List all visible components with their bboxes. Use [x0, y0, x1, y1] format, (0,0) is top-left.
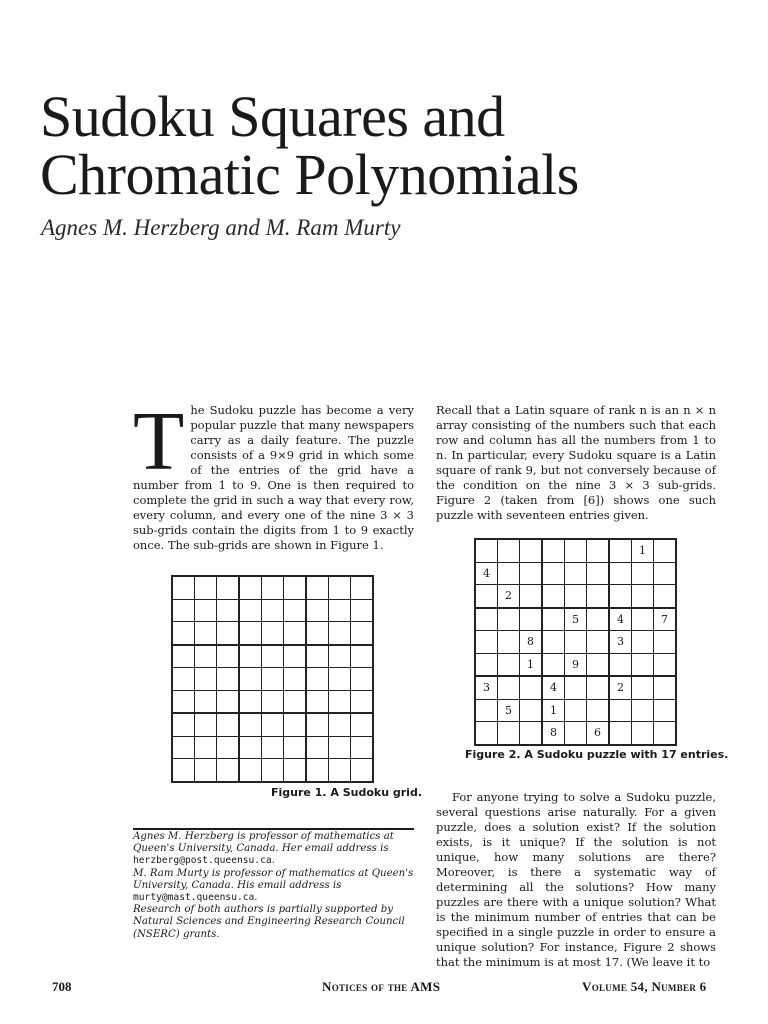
grid-cell — [306, 668, 329, 691]
puzzle-cell — [498, 653, 520, 676]
grid-cell — [172, 690, 195, 713]
puzzle-row — [475, 653, 676, 676]
grid-cell — [306, 622, 329, 645]
grid-cell — [284, 713, 307, 736]
figure1-caption: Figure 1. A Sudoku grid. — [271, 786, 422, 799]
grid-row — [172, 736, 373, 759]
puzzle-cell — [609, 699, 632, 722]
puzzle-row — [475, 631, 676, 654]
grid-cell — [284, 668, 307, 691]
grid-cell — [195, 690, 217, 713]
right-bottom-paragraph: For anyone trying to solve a Sudoku puzzle, several questions arise naturally. For a given puzzle, does a solution exist? If the solution exists, is it unique? If the solution is not unique, how many solutions are there? Moreover, is there a systematic way of determining all the solutions? How many puzzles are there with a unique solution? What is the minimum number of entries that can be specified in a single puzzle in order to ensure a unique solution? For instance, Figure 2 shows that the minimum is at most 17. (We leave it to — [436, 790, 716, 969]
puzzle-cell — [565, 562, 587, 585]
grid-cell — [284, 645, 307, 668]
grid-cell — [239, 713, 262, 736]
title-line-1: Sudoku Squares and — [40, 84, 505, 149]
grid-cell — [172, 668, 195, 691]
grid-cell — [172, 713, 195, 736]
puzzle-row — [475, 585, 676, 608]
puzzle-cell — [654, 676, 677, 699]
puzzle-cell — [565, 722, 587, 745]
grid-cell — [351, 622, 374, 645]
puzzle-cell — [475, 631, 498, 654]
grid-cell — [284, 576, 307, 599]
right-column-top-text — [436, 403, 716, 523]
grid-cell — [239, 736, 262, 759]
grid-cell — [351, 599, 374, 622]
title-line-2: Chromatic Polynomials — [40, 142, 579, 207]
footnote-rule — [133, 828, 414, 830]
grid-cell — [217, 736, 240, 759]
grid-cell — [351, 713, 374, 736]
puzzle-cell — [520, 608, 543, 631]
grid-cell — [217, 645, 240, 668]
puzzle-cell — [565, 699, 587, 722]
grid-cell — [239, 690, 262, 713]
grid-cell — [262, 713, 284, 736]
grid-cell — [217, 713, 240, 736]
grid-cell — [172, 736, 195, 759]
puzzle-cell — [654, 562, 677, 585]
puzzle-cell: 1 — [542, 699, 565, 722]
puzzle-cell — [498, 722, 520, 745]
grid-cell — [306, 599, 329, 622]
grid-cell — [172, 576, 195, 599]
grid-cell — [172, 645, 195, 668]
grid-cell — [217, 576, 240, 599]
puzzle-cell: 4 — [609, 608, 632, 631]
puzzle-cell — [520, 722, 543, 745]
puzzle-cell — [542, 631, 565, 654]
grid-cell — [351, 690, 374, 713]
puzzle-cell — [587, 699, 610, 722]
puzzle-cell — [587, 585, 610, 608]
puzzle-cell — [475, 608, 498, 631]
grid-row — [172, 645, 373, 668]
footnote-murty-text: M. Ram Murty is professor of mathematics at Queen's University, Canada. His email address is — [133, 867, 414, 891]
grid-cell — [172, 622, 195, 645]
puzzle-row — [475, 722, 676, 745]
grid-cell — [262, 668, 284, 691]
grid-cell — [329, 599, 351, 622]
puzzle-cell — [609, 562, 632, 585]
puzzle-cell — [654, 653, 677, 676]
puzzle-cell — [498, 608, 520, 631]
puzzle-cell — [587, 608, 610, 631]
puzzle-cell — [654, 585, 677, 608]
puzzle-cell — [587, 653, 610, 676]
puzzle-cell: 8 — [520, 631, 543, 654]
puzzle-cell: 3 — [475, 676, 498, 699]
puzzle-cell: 2 — [498, 585, 520, 608]
puzzle-cell — [520, 539, 543, 562]
page-number: 708 — [52, 979, 72, 994]
puzzle-cell: 4 — [542, 676, 565, 699]
grid-cell — [239, 576, 262, 599]
right-top-paragraph: Recall that a Latin square of rank n is an n × n array consisting of the numbers such that each row and column has all the numbers from 1 to n. In particular, every Sudoku square is a Latin square of rank 9, but not conversely because of the condition on the nine 3 × 3 sub-grids. Figure 2 (taken from [6]) shows one such puzzle with seventeen entries given. — [436, 403, 716, 522]
puzzle-cell — [542, 539, 565, 562]
grid-cell — [195, 645, 217, 668]
puzzle-cell — [565, 631, 587, 654]
puzzle-cell — [654, 722, 677, 745]
puzzle-cell: 9 — [565, 653, 587, 676]
grid-cell — [195, 736, 217, 759]
grid-cell — [195, 759, 217, 782]
puzzle-cell — [475, 699, 498, 722]
footnote-murty: M. Ram Murty is professor of mathematics at Queen's University, Canada. His email address is murty@mast.queensu.ca. — [133, 867, 414, 904]
grid-cell — [262, 599, 284, 622]
article-title — [40, 84, 579, 207]
puzzle-cell: 2 — [609, 676, 632, 699]
puzzle-cell — [609, 722, 632, 745]
puzzle-cell — [475, 722, 498, 745]
puzzle-cell — [475, 539, 498, 562]
puzzle-cell: 5 — [498, 699, 520, 722]
puzzle-cell — [654, 631, 677, 654]
grid-cell — [262, 645, 284, 668]
grid-cell — [306, 576, 329, 599]
puzzle-cell: 1 — [520, 653, 543, 676]
puzzle-cell — [632, 562, 654, 585]
grid-cell — [239, 622, 262, 645]
puzzle-cell — [565, 676, 587, 699]
puzzle-cell — [542, 562, 565, 585]
footnote-support: Research of both authors is partially supported by Natural Sciences and Engineering Research Council (NSERC) grants. — [133, 904, 405, 940]
puzzle-cell — [632, 676, 654, 699]
authors: Agnes M. Herzberg and M. Ram Murty — [41, 215, 401, 240]
puzzle-cell — [654, 539, 677, 562]
grid-cell — [217, 690, 240, 713]
grid-row — [172, 690, 373, 713]
grid-cell — [284, 622, 307, 645]
grid-row — [172, 668, 373, 691]
grid-cell — [195, 576, 217, 599]
grid-cell — [239, 645, 262, 668]
puzzle-cell — [654, 699, 677, 722]
puzzle-row — [475, 676, 676, 699]
grid-cell — [239, 759, 262, 782]
volume-number: Volume 54, Number 6 — [582, 979, 707, 994]
grid-cell — [306, 713, 329, 736]
grid-cell — [217, 759, 240, 782]
herzberg-email[interactable]: herzberg@post.queensu.ca — [133, 855, 272, 867]
grid-cell — [329, 622, 351, 645]
drop-cap: T — [133, 395, 185, 488]
puzzle-cell — [587, 539, 610, 562]
grid-cell — [262, 576, 284, 599]
grid-cell — [329, 668, 351, 691]
grid-cell — [195, 622, 217, 645]
footnote-herzberg-text: Agnes M. Herzberg is professor of mathematics at Queen's University, Canada. Her email address is — [133, 831, 394, 855]
puzzle-cell — [498, 539, 520, 562]
grid-row — [172, 576, 373, 599]
grid-cell — [329, 576, 351, 599]
grid-cell — [351, 759, 374, 782]
puzzle-cell — [520, 585, 543, 608]
grid-cell — [217, 622, 240, 645]
puzzle-cell — [498, 631, 520, 654]
grid-cell — [262, 622, 284, 645]
puzzle-cell — [632, 608, 654, 631]
puzzle-cell — [520, 676, 543, 699]
grid-cell — [329, 713, 351, 736]
puzzle-row — [475, 699, 676, 722]
grid-cell — [195, 713, 217, 736]
puzzle-cell: 3 — [609, 631, 632, 654]
puzzle-cell — [632, 631, 654, 654]
grid-row — [172, 713, 373, 736]
grid-cell — [217, 668, 240, 691]
puzzle-cell — [565, 539, 587, 562]
grid-cell — [239, 668, 262, 691]
puzzle-cell — [475, 585, 498, 608]
grid-cell — [262, 759, 284, 782]
puzzle-cell — [632, 722, 654, 745]
puzzle-cell: 4 — [475, 562, 498, 585]
footnote-herzberg: Agnes M. Herzberg is professor of mathematics at Queen's University, Canada. Her email address is herzberg@post.queensu.ca. — [133, 831, 394, 867]
left-paragraph: he Sudoku puzzle has become a very popular puzzle that many newspapers carry as a daily feature. The puzzle consists of a 9×9 grid in which some of the entries of the grid have a number from 1 to 9. One is then required to complete the grid in such a way that every row, every column, and every one of the nine 3 × 3 sub-grids contain the digits from 1 to 9 exactly once. The sub-grids are shown in Figure 1. — [133, 403, 414, 552]
grid-cell — [284, 599, 307, 622]
puzzle-cell: 6 — [587, 722, 610, 745]
grid-cell — [262, 690, 284, 713]
grid-cell — [195, 668, 217, 691]
puzzle-cell — [542, 653, 565, 676]
grid-cell — [351, 736, 374, 759]
puzzle-cell: 7 — [654, 608, 677, 631]
grid-cell — [351, 668, 374, 691]
puzzle-row — [475, 539, 676, 562]
puzzle-cell: 5 — [565, 608, 587, 631]
left-column-text — [133, 395, 414, 553]
grid-cell — [262, 736, 284, 759]
grid-cell — [329, 645, 351, 668]
grid-cell — [351, 576, 374, 599]
puzzle-cell — [565, 585, 587, 608]
grid-cell — [306, 645, 329, 668]
grid-cell — [284, 690, 307, 713]
grid-cell — [239, 599, 262, 622]
grid-cell — [329, 759, 351, 782]
puzzle-cell — [475, 653, 498, 676]
grid-cell — [172, 759, 195, 782]
grid-cell — [306, 759, 329, 782]
puzzle-cell — [632, 699, 654, 722]
puzzle-cell: 8 — [542, 722, 565, 745]
journal-name: Notices of the AMS — [322, 979, 441, 994]
puzzle-cell — [632, 653, 654, 676]
puzzle-cell — [498, 676, 520, 699]
puzzle-cell — [520, 562, 543, 585]
grid-cell — [217, 599, 240, 622]
grid-cell — [284, 736, 307, 759]
murty-email[interactable]: murty@mast.queensu.ca — [133, 892, 255, 904]
grid-cell — [351, 645, 374, 668]
grid-row — [172, 622, 373, 645]
puzzle-row — [475, 608, 676, 631]
grid-cell — [329, 736, 351, 759]
grid-cell — [306, 690, 329, 713]
puzzle-cell — [587, 631, 610, 654]
grid-row — [172, 599, 373, 622]
grid-cell — [306, 736, 329, 759]
puzzle-cell — [520, 699, 543, 722]
puzzle-cell — [542, 585, 565, 608]
grid-cell — [329, 690, 351, 713]
grid-row — [172, 759, 373, 782]
puzzle-cell — [587, 676, 610, 699]
puzzle-cell — [587, 562, 610, 585]
puzzle-cell: 1 — [632, 539, 654, 562]
grid-cell — [172, 599, 195, 622]
puzzle-cell — [609, 585, 632, 608]
puzzle-cell — [498, 562, 520, 585]
grid-cell — [284, 759, 307, 782]
puzzle-cell — [542, 608, 565, 631]
grid-cell — [195, 599, 217, 622]
figure1-sudoku-grid — [171, 575, 374, 783]
puzzle-row — [475, 562, 676, 585]
figure2-caption: Figure 2. A Sudoku puzzle with 17 entries. — [465, 748, 729, 761]
figure2-sudoku-puzzle — [474, 538, 677, 746]
puzzle-cell — [609, 653, 632, 676]
right-column-bottom-text — [436, 790, 716, 970]
author-footnotes — [133, 831, 415, 941]
puzzle-cell — [632, 585, 654, 608]
puzzle-cell — [609, 539, 632, 562]
